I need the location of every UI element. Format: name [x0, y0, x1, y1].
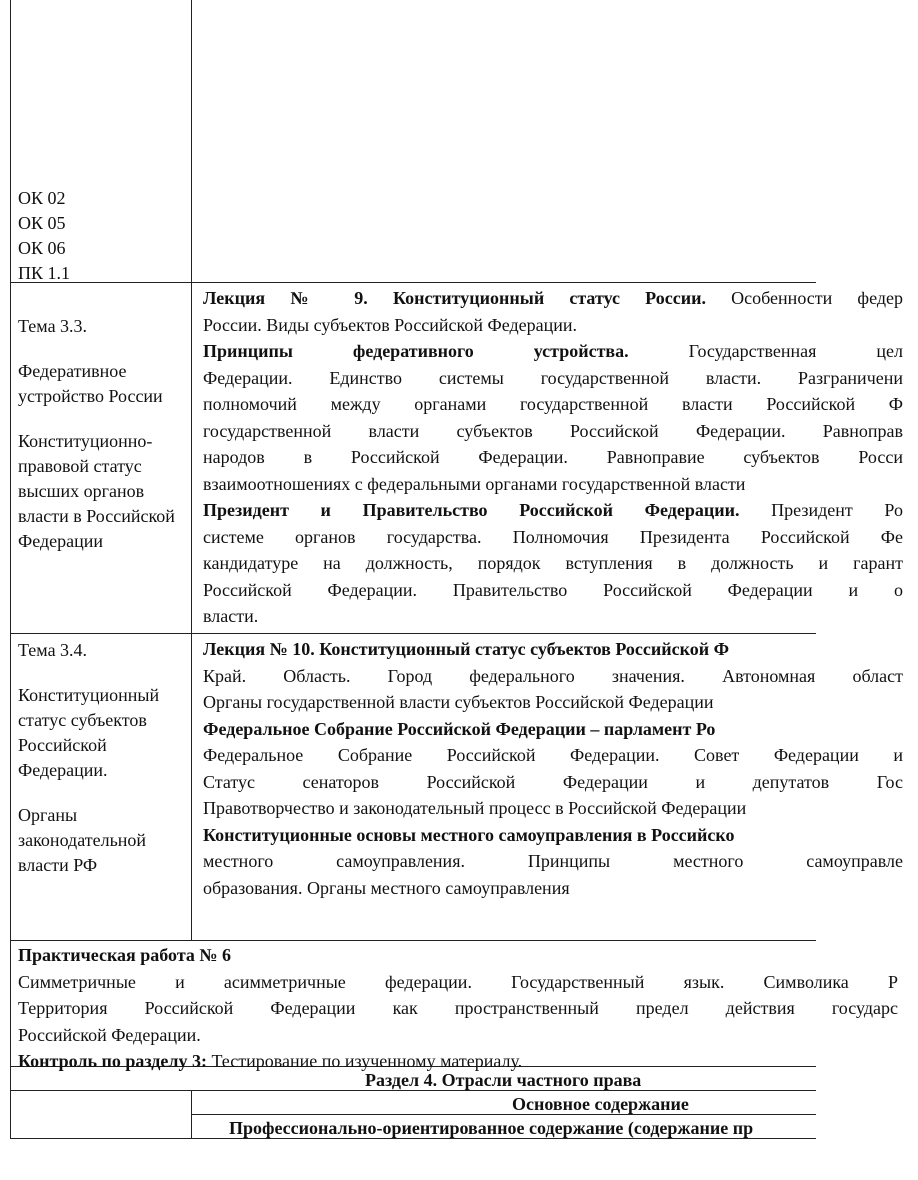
topic-subtitle: Конституционно-правовой статус высших органов власти в Российской Федерации: [18, 431, 175, 551]
topic-3-4-content: [203, 636, 903, 901]
topic-3-4-heading: [18, 638, 190, 898]
content-line: Конституционные основы местного самоуправления в Российско: [203, 824, 735, 845]
content-line: кандидатуре на должность, порядок вступления в должность и гарант: [203, 553, 903, 573]
topic-subtitle: Конституционный статус субъектов Российской Федерации.: [18, 685, 160, 780]
content-line: Край. Область. Город федерального значения. Автономная област: [203, 665, 903, 686]
content-line: Статус сенаторов Российской Федерации и депутатов Гос: [203, 771, 903, 792]
topic-3-3-heading: [18, 314, 190, 574]
practical-title: Практическая работа № 6: [18, 945, 231, 965]
competence-code: ПК 1.1: [18, 263, 71, 283]
content-line: образования. Органы местного самоуправления: [203, 877, 570, 898]
table-border-left: [10, 0, 11, 1138]
content-line: системе органов государства. Полномочия Президента Российской Фе: [203, 526, 903, 547]
topic-title: Тема 3.4.: [18, 640, 88, 660]
competence-codes: [18, 186, 190, 286]
competence-code: ОК 05: [18, 213, 66, 233]
topic-3-3-content: [203, 285, 903, 630]
content-line: Лекция № 9. Конституционный статус России. Особенности федер: [203, 288, 903, 308]
content-line: полномочий между органами государственной власти Российской Ф: [203, 394, 903, 414]
content-line: Лекция № 10. Конституционный статус субъектов Российской Ф: [203, 639, 730, 659]
content-line: местного самоуправления. Принципы местного самоуправле: [203, 851, 903, 871]
topic-subtitle: Федеративное устройство России: [18, 361, 163, 406]
content-line: Федеральное Собрание Российской Федерации. Совет Федерации и: [203, 745, 903, 765]
content-line: власти.: [203, 606, 259, 626]
prof-content-heading: Профессионально-ориентированное содержание (содержание пр: [229, 1118, 754, 1138]
content-line: взаимоотношениях с федеральными органами государственной власти: [203, 473, 746, 494]
content-line: Органы государственной власти субъектов Российской Федерации: [203, 692, 714, 712]
column-divider: [191, 0, 192, 940]
section-4-title: Раздел 4. Отрасли частного права: [365, 1070, 642, 1090]
competence-code: ОК 02: [18, 188, 66, 208]
practical-work: [18, 942, 918, 1075]
practical-line: Территория Российской Федерации как пространственный предел действия государс: [18, 998, 898, 1018]
topic-title: Тема 3.3.: [18, 316, 88, 336]
practical-line: Симметричные и асимметричные федерации. Государственный язык. Символика Р: [18, 971, 898, 992]
content-line: народов в Российской Федерации. Равноправие субъектов Росси: [203, 447, 903, 467]
content-line: Российской Федерации. Правительство Российской Федерации и о: [203, 579, 903, 600]
content-line: государственной власти субъектов Российской Федерации. Равноправ: [203, 420, 903, 441]
row-divider-3: [10, 940, 816, 941]
row-divider-2: [10, 633, 816, 634]
topic-subtitle: Органы законодательной власти РФ: [18, 805, 147, 875]
row-divider-6: [191, 1114, 816, 1115]
content-line: Принципы федеративного устройства. Государственная цел: [203, 341, 903, 361]
content-line: Президент и Правительство Российской Федерации. Президент Ро: [203, 500, 903, 520]
practical-line: Российской Федерации.: [18, 1024, 201, 1045]
section-control: Контроль по разделу 3: Тестирование по изученному материалу.: [18, 1051, 523, 1071]
main-content-heading: Основное содержание: [512, 1094, 689, 1114]
content-line: Федерации. Единство системы государственной власти. Разграничени: [203, 367, 903, 388]
content-line: Федеральное Собрание Российской Федерации – парламент Ро: [203, 718, 716, 739]
competence-code: ОК 06: [18, 238, 66, 258]
content-line: Правотворчество и законодательный процесс в Российской Федерации: [203, 798, 747, 818]
content-line: России. Виды субъектов Российской Федерации.: [203, 314, 578, 335]
